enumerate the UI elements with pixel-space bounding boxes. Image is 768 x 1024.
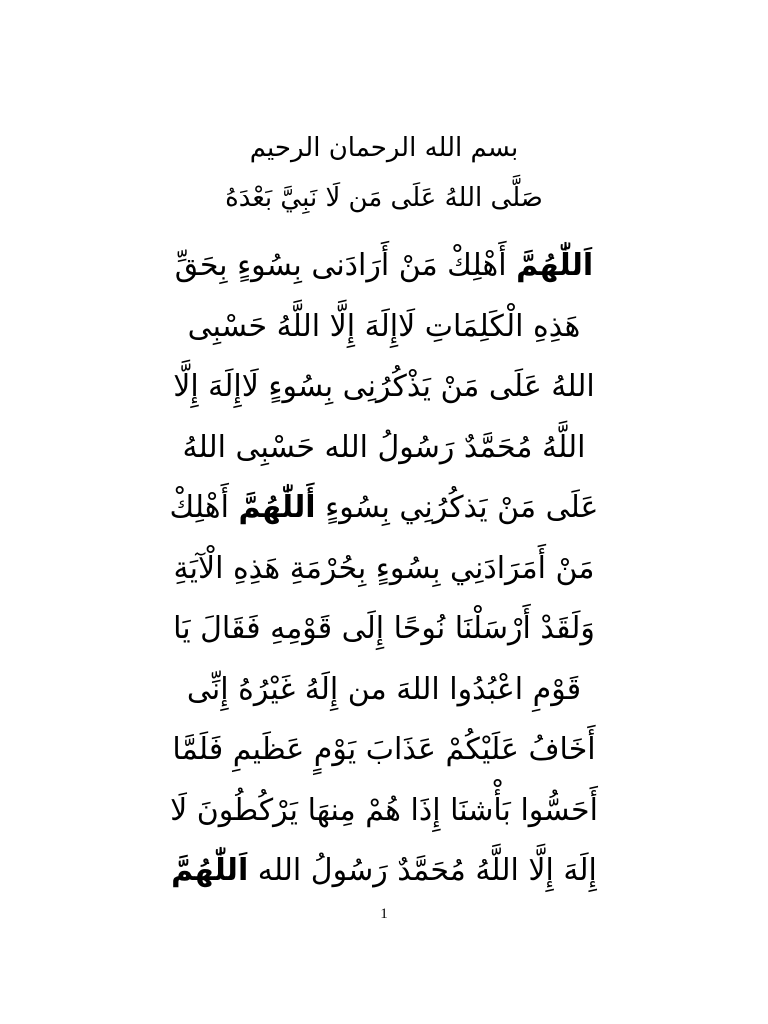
prayer-line-11-text: إِلَهَ إِلَّا اللَّهُ مُحَمَّدٌ رَسُولُ الله (248, 853, 597, 888)
basmala-line: بسم الله الرحمان الرحيم (249, 133, 519, 163)
prayer-line-5-before: عَلَى مَنْ يَذكُرُنِي بِسُوءٍ (315, 490, 599, 525)
prayer-line-9: أَخَافُ عَلَيْكُمْ عَذَابَ يَوْمٍ عَظَيمِ فَلَمَّا (172, 732, 596, 767)
page-number: 1 (380, 906, 388, 922)
prayer-line-7: وَلَقَدْ أَرْسَلْنَا نُوحًا إِلَى قَوْمِهِ فَقَالَ يَا (173, 611, 595, 646)
prayer-line-6: مَنْ أَمَرَادَنِي بِسُوءٍ بِحُرْمَةِ هَذِهِ الْآيَةِ (173, 550, 595, 586)
prayer-line-1 (110, 236, 658, 297)
prayer-line-11 (110, 841, 658, 902)
prayer-line-2: هَذِهِ الْكَلِمَاتِ لَاإِلَهَ إِلَّا اللَّهُ حَسْبِى (187, 308, 581, 344)
allahumma-bold: اَللّٰهُمَّ (171, 853, 249, 888)
prayer-text (110, 236, 658, 902)
prayer-line-5-after: أَهْلِكْ (169, 490, 239, 525)
allahumma-bold: أَللّٰهُمَّ (238, 490, 316, 525)
prayer-line-1-text: أَهْلِكْ مَنْ أَرَادَنى بِسُوءٍ بِحَقِّ (174, 248, 517, 283)
salawat-line: صَلَّى اللهُ عَلَى مَن لَا نَبِيَّ بَعْدَهُ (225, 183, 543, 213)
allahumma-bold: اَللّٰهُمَّ (516, 248, 594, 283)
prayer-line-3: اللهُ عَلَى مَنْ يَذْكُرُنِى بِسُوءٍ لَاإِلَهَ إِلَّا (173, 369, 595, 404)
prayer-line-4: اللَّهُ مُحَمَّدٌ رَسُولُ الله حَسْبِى اللهُ (182, 429, 586, 465)
prayer-line-10: أَحَسُّوا بَأْشنَا إِذَا هُمْ مِنهَا يَرْكُطُونَ لَا (170, 792, 598, 828)
prayer-line-5 (110, 478, 658, 539)
prayer-line-8: قَوْمِ اعْبُدُوا اللهَ من إِلَهُ غَيْرُهُ إِنِّى (186, 671, 582, 707)
